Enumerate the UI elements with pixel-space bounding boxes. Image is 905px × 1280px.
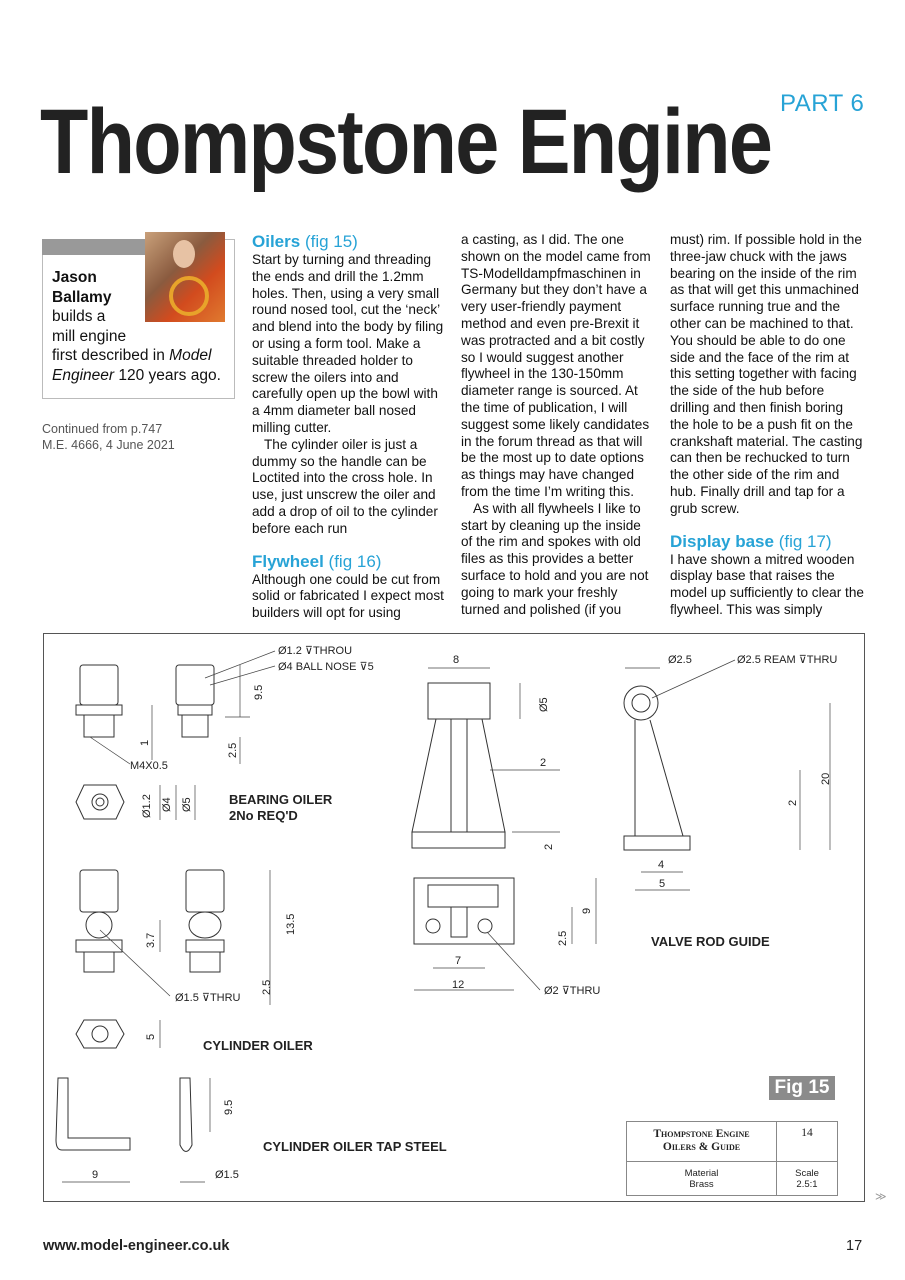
page-title: Thompstone Engine xyxy=(40,91,772,193)
dim-text: Ø2.5 REAM ⊽THRU xyxy=(737,654,838,666)
paragraph: Although one could be cut from solid or fabricated I expect most builders will opt for using xyxy=(252,571,444,621)
dim-text: Ø1.2 ⊽THROU xyxy=(278,645,353,657)
label-bearing-oiler: BEARING OILER xyxy=(229,792,333,807)
dim-text: Ø1.2 xyxy=(141,794,153,818)
dim-text: 2 xyxy=(540,757,547,769)
page-number: 17 xyxy=(846,1238,863,1254)
dim-text: Ø2.5 xyxy=(668,654,692,666)
dim-text: 12 xyxy=(452,979,465,991)
author-name: Jason Ballamy xyxy=(52,269,112,306)
label-bearing-qty: 2No REQ'D xyxy=(229,808,298,823)
heading-display-base: Display base (fig 17) xyxy=(670,531,832,551)
dim-text: 5 xyxy=(145,1033,157,1040)
dim-text: 3.7 xyxy=(145,932,157,948)
dim-text: 2 xyxy=(787,799,799,806)
dim-text: 20 xyxy=(820,772,832,785)
label-valve-rod-guide: VALVE ROD GUIDE xyxy=(651,934,770,949)
dim-text: 9.5 xyxy=(223,1099,235,1115)
label-cylinder-oiler: CYLINDER OILER xyxy=(203,1038,313,1053)
dim-text: 2.5 xyxy=(227,742,239,758)
heading-flywheel: Flywheel (fig 16) xyxy=(252,551,382,571)
byline-mag: Engineer xyxy=(52,366,115,384)
byline-mag: Model xyxy=(169,347,212,364)
heading-oilers: Oilers (fig 15) xyxy=(252,232,358,251)
byline-line: first described in xyxy=(52,347,165,364)
paragraph: must) rim. If possible hold in the three-jaw chuck with the jaws bearing on the inside of the rim as that will get this unmachined surface running true and the other can be machined to that. You should be able to do one side and the face of the rim at this setting together with facing the side of the hub before drilling and then finish boring the hole to be a push fit on the crankshaft material. The casting can then be rechucked to turn the other side of the rim and hub. Finally drill and tap for a grub screw. xyxy=(670,232,863,516)
continued-line: M.E. 4666, 4 June 2021 xyxy=(42,438,175,452)
paragraph: a casting, as I did. The one shown on the model came from TS-Modelldampfmaschinen in Germany but they don’t have a very user-friendly payment method and even pre-Brexit it was protracted and a bit costly so I would suggest another flywheel in the 130-150mm diameter range is sourced. At the time of publication, I will suggest some likely candidates in the forum thread as that will be the most up to date options as things may have changed from the time I’m writing this. xyxy=(461,232,651,499)
byline-line: mill engine xyxy=(52,327,127,345)
figure-badge: Fig 15 xyxy=(769,1076,835,1100)
byline-line: 120 years ago. xyxy=(118,366,221,384)
next-page-icon: ≫ xyxy=(875,1191,887,1203)
dim-text: 2.5 xyxy=(557,930,569,946)
dim-text: 7 xyxy=(455,955,462,967)
title-block-name: Thompstone Engine Oilers & Guide xyxy=(627,1122,777,1162)
dim-text: M4X0.5 xyxy=(130,760,168,772)
dim-text: 9 xyxy=(92,1169,99,1181)
paragraph: Start by turning and threading the ends and drill the 1.2mm holes. Then, using a very small round nosed tool, cut the ‘neck’ and blend into the body by filing or using a form tool. Make a suitable threaded holder to screw the oilers into and carefully open up the bowl with a 4mm diameter ball nosed milling cutter. xyxy=(252,252,444,435)
dim-text: 2.5 xyxy=(261,979,273,995)
dim-text: 9.5 xyxy=(253,684,265,700)
paragraph: As with all flywheels I like to start by cleaning up the inside of the rim and spokes with old files as this provides a better surface to hold and you are not going to mark your freshly turned and polished (if you xyxy=(461,500,649,617)
dim-text: 9 xyxy=(581,907,593,914)
title-block-scale: Scale 2.5:1 xyxy=(795,1168,819,1190)
continued-line: Continued from p.747 xyxy=(42,422,163,436)
part-label: PART 6 xyxy=(780,90,865,117)
title-block-number: 14 xyxy=(777,1122,837,1162)
footer-url[interactable]: www.model-engineer.co.uk xyxy=(43,1238,230,1254)
dim-text: 8 xyxy=(453,654,460,666)
label-tap-steel: CYLINDER OILER TAP STEEL xyxy=(263,1139,447,1154)
dim-text: 1 xyxy=(139,739,151,746)
dim-text: Ø1.5 xyxy=(215,1169,239,1181)
dim-text: 2 xyxy=(543,843,555,850)
dim-text: Ø5 xyxy=(181,797,193,812)
dim-text: Ø4 xyxy=(161,797,173,812)
paragraph: The cylinder oiler is just a dummy so the handle can be Loctited into the cross hole. In use, just unscrew the oiler and add a drop of oil to the cylinder before each run xyxy=(252,436,438,536)
dim-text: 4 xyxy=(658,859,665,871)
dim-text: Ø2 ⊽THRU xyxy=(544,985,601,997)
byline-line: builds a xyxy=(52,308,106,325)
paragraph: I have shown a mitred wooden display base that raises the model up sufficiently to clear the flywheel. This was simply xyxy=(670,551,864,617)
dim-text: 5 xyxy=(659,878,666,890)
dim-text: Ø4 BALL NOSE ⊽5 xyxy=(278,661,374,673)
dim-text: Ø5 xyxy=(538,697,550,712)
dim-text: 13.5 xyxy=(285,913,297,935)
title-block-material: Material Brass xyxy=(627,1162,777,1196)
dim-text: Ø1.5 ⊽THRU xyxy=(175,992,241,1004)
title-block xyxy=(626,1121,838,1196)
